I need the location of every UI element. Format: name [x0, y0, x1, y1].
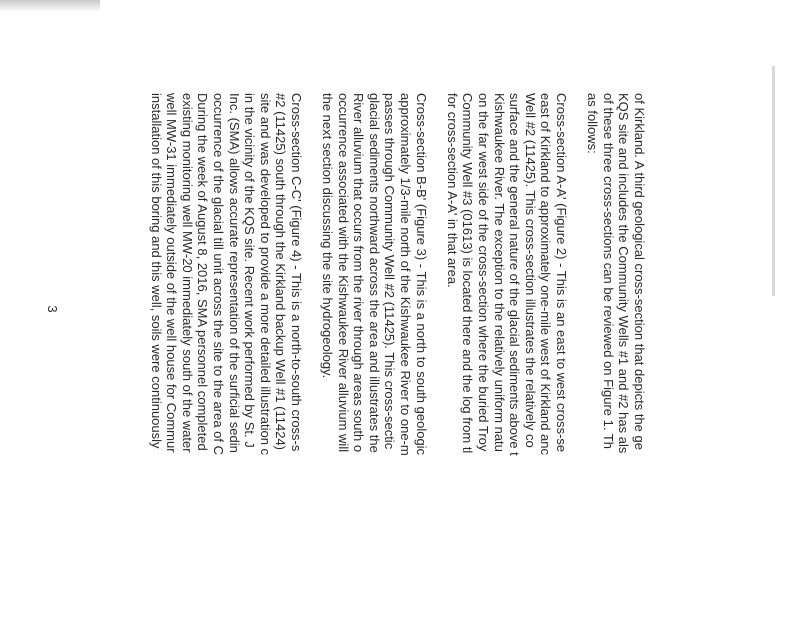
paragraph-cross-section-c: [148, 93, 304, 613]
text-line: in the vicinity of the KQS site. Recent work performed by St. J: [242, 93, 258, 448]
text-line: occurrence of the glacial till unit across the site to the area of C: [210, 93, 226, 456]
text-line: well MW-31 immediately outside of the well house for Commur: [164, 93, 180, 453]
text-line: Cross-section A-A' (Figure 2) - This is an east to west cross-se: [554, 93, 570, 453]
text-line: installation of this boring and this well, soils were continuously: [148, 93, 164, 449]
text-line: Inc. (SMA) allows accurate representation of the surficial sedin: [226, 93, 242, 453]
text-line: of Kirkland. A third geological cross-section that depicts the ge: [632, 93, 647, 450]
text-line: Community Well #3 (01613) is located there and the log from tl: [460, 93, 476, 454]
text-line: surface and the general nature of the glacial sediments above t: [507, 93, 523, 456]
text-line: on the far west side of the cross-section where the buried Troy: [476, 93, 492, 452]
text-line: Cross-section B-B' (Figure 3) - This is a north to south geologic: [413, 93, 429, 456]
text-line: site and was developed to provide a more detailed illustration c: [257, 93, 273, 456]
text-line: glacial sediments northward across the area and illustrates the: [366, 93, 382, 453]
text-line: for cross-section A-A' in that area.: [444, 93, 460, 288]
text-line: approximately 1/3-mile north of the Kishwaukee River to one-m: [398, 93, 414, 456]
paragraph-intro: [585, 93, 647, 613]
paragraph-cross-section-b: [320, 93, 429, 613]
text-line: east of Kirkland to approximately one-mile west of Kirkland anc: [538, 93, 554, 456]
page-number: 3: [45, 305, 60, 313]
text-line: the next section discussing the site hydrogeology.: [320, 93, 336, 379]
text-line: Cross-section C-C' (Figure 4) - This is a north-to-south cross-s: [288, 93, 304, 452]
text-line: existing monitoring well MW-20 immediately south of the water: [179, 93, 195, 453]
text-line: occurrence associated with the Kishwaukee River alluvium will: [335, 93, 351, 453]
text-line: Well #2 (11425). This cross-section illustrates the relatively co: [522, 93, 538, 448]
text-line: Kishwaukee River. The exception to the relatively uniform natu: [491, 93, 507, 452]
text-line: During the week of August 8, 2016, SMA personnel completed: [195, 93, 211, 451]
text-line: as follows:: [585, 93, 601, 154]
text-line: KQS site and includes the Community Wells #1 and #2 has als: [616, 93, 632, 454]
text-line: #2 (11425) south through the Kirkland backup Well #1 (11424): [273, 93, 289, 451]
text-line: passes through Community Well #2 (11425). This cross-sectic: [382, 93, 398, 450]
text-line: River alluvium that occurs from the river through areas south o: [351, 93, 367, 453]
text-line: of these three cross-sections can be reviewed on Figure 1. Th: [600, 93, 616, 450]
paragraph-cross-section-a: [444, 93, 569, 613]
body-text: [132, 93, 647, 613]
